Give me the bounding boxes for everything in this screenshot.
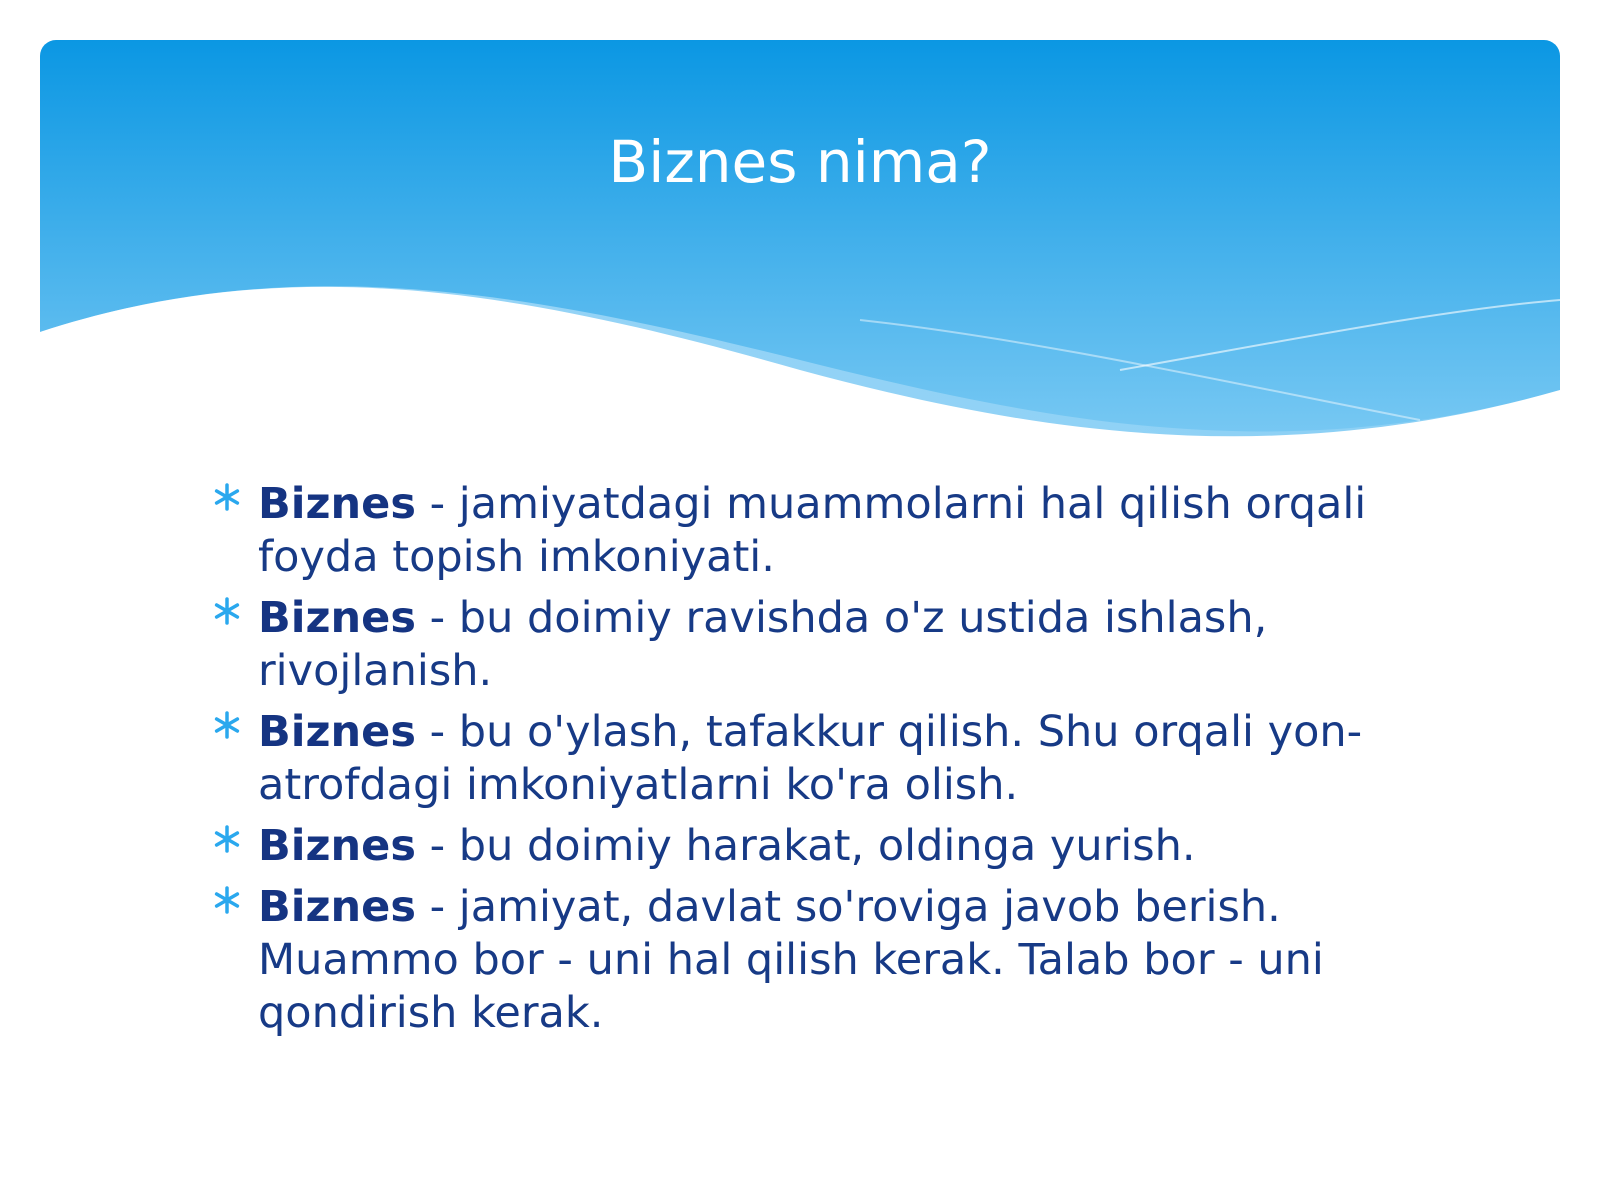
bullet-term: Biznes [258,882,416,932]
bullet-term: Biznes [258,707,416,757]
bullet-text: - jamiyat, davlat so'roviga javob berish. Muammo bor - uni hal qilish kerak. Talab bor - uni qondirish kerak. [258,882,1324,1038]
star-bullet-icon [212,596,242,626]
star-bullet-icon [212,885,242,915]
header-wave-background [40,40,1560,460]
bullet-term: Biznes [258,479,416,529]
list-item [170,706,1450,812]
bullet-text: - bu o'ylash, tafakkur qilish. Shu orqali yon-atrofdagi imkoniyatlarni ko'ra olish. [258,707,1363,810]
star-bullet-icon [212,482,242,512]
list-item [170,881,1450,1040]
bullet-list [170,478,1450,1048]
list-item [170,592,1450,698]
bullet-text: - bu doimiy harakat, oldinga yurish. [415,821,1196,871]
list-item [170,820,1450,873]
list-item [170,478,1450,584]
star-bullet-icon [212,710,242,740]
slide [40,40,1560,1200]
slide-title: Biznes nima? [608,128,992,196]
bullet-text: - jamiyatdagi muammolarni hal qilish orqali foyda topish imkoniyati. [258,479,1367,582]
star-bullet-icon [212,824,242,854]
bullet-term: Biznes [258,593,416,643]
bullet-text: - bu doimiy ravishda o'z ustida ishlash, rivojlanish. [258,593,1268,696]
bullet-term: Biznes [258,821,416,871]
